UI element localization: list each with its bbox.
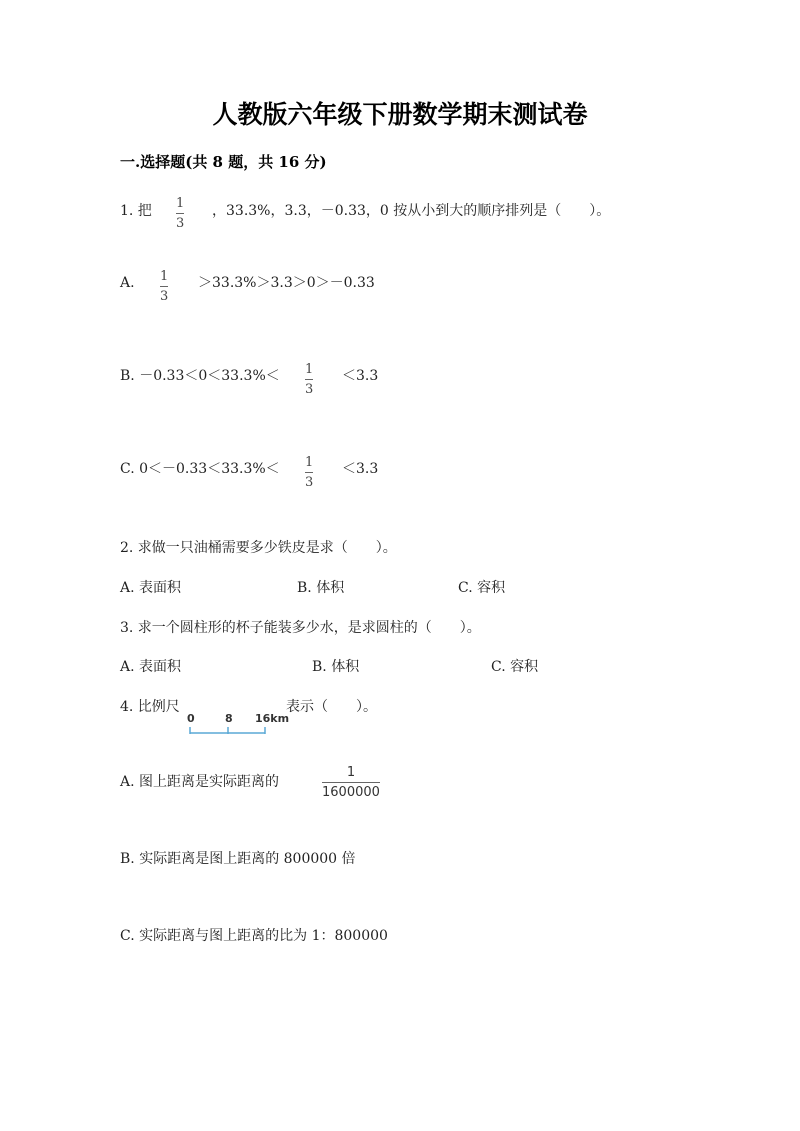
q1-option-c-text: C. 0＜－0.33＜33.3%＜ xyxy=(120,461,280,477)
q3-option-c: C. 容积 xyxy=(491,659,539,675)
q1-option-c-numerator: 1 xyxy=(305,455,314,470)
q4-option-a-fraction xyxy=(322,765,380,800)
q1-option-a-label: A. xyxy=(120,275,135,291)
scale-label-0: 0 xyxy=(187,712,195,725)
q1-fraction xyxy=(176,196,184,231)
fraction-bar xyxy=(305,472,313,473)
q1-fraction-denominator: 3 xyxy=(176,216,185,231)
q4-option-a-text: A. 图上距离是实际距离的 xyxy=(120,774,280,790)
fraction-bar xyxy=(305,379,313,380)
q4-option-c-text: C. 实际距离与图上距离的比为 1：800000 xyxy=(120,928,388,944)
q1-option-a-fraction xyxy=(160,269,168,304)
q2-option-c: C. 容积 xyxy=(458,580,506,596)
q1-option-a-text: ＞33.3%＞3.3＞0＞－0.33 xyxy=(198,275,375,291)
q1-option-c-denominator: 3 xyxy=(305,475,314,490)
q1-option-b-denominator: 3 xyxy=(305,382,314,397)
q1-option-c-post: ＜3.3 xyxy=(342,461,379,477)
q4-option-b-text: B. 实际距离是图上距离的 800000 倍 xyxy=(120,851,356,867)
q2-option-b: B. 体积 xyxy=(297,580,345,596)
q1-option-b-text: B. －0.33＜0＜33.3%＜ xyxy=(120,368,280,384)
scale-ruler-icon xyxy=(185,726,275,736)
q2-option-a: A. 表面积 xyxy=(120,580,182,596)
q1-option-b-post: ＜3.3 xyxy=(342,368,379,384)
page-title: 人教版六年级下册数学期末测试卷 xyxy=(212,100,588,129)
scale-label-8: 8 xyxy=(225,712,233,725)
fraction-bar xyxy=(160,286,168,287)
scale-bar xyxy=(185,712,290,740)
q4-option-a-denominator: 1600000 xyxy=(322,785,380,800)
q1-option-a-numerator: 1 xyxy=(160,269,169,284)
q1-option-b-fraction xyxy=(305,362,313,397)
q4-option-a-numerator: 1 xyxy=(346,765,356,780)
q1-option-c-fraction xyxy=(305,455,313,490)
q4-prefix: 4. 比例尺 xyxy=(120,699,180,715)
fraction-bar xyxy=(322,782,380,783)
q1-option-b-numerator: 1 xyxy=(305,362,314,377)
q3-stem: 3. 求一个圆柱形的杯子能装多少水，是求圆柱的（ ）。 xyxy=(120,620,481,636)
q4-stem: 表示（ ）。 xyxy=(286,699,377,715)
q2-stem: 2. 求做一只油桶需要多少铁皮是求（ ）。 xyxy=(120,540,397,556)
q1-option-a-denominator: 3 xyxy=(160,289,169,304)
fraction-bar xyxy=(176,213,184,214)
q1-prefix: 1. 把 xyxy=(120,203,152,219)
scale-label-16km: 16km xyxy=(255,712,290,725)
section-heading: 一.选择题(共 8 题，共 16 分) xyxy=(120,153,327,171)
q3-option-b: B. 体积 xyxy=(312,659,360,675)
q1-fraction-numerator: 1 xyxy=(176,196,185,211)
q3-option-a: A. 表面积 xyxy=(120,659,182,675)
q1-stem: ，33.3%，3.3，－0.33，0 按从小到大的顺序排列是（ ）。 xyxy=(212,203,611,219)
